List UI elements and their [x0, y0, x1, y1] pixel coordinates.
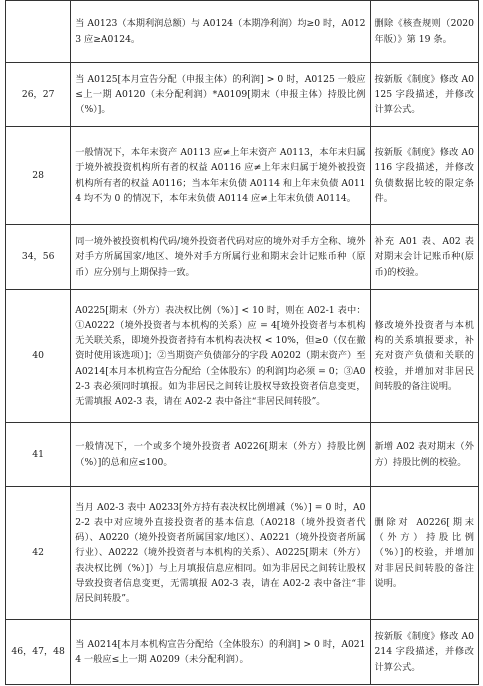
- table-row: [6, 290, 479, 423]
- table-row: [6, 127, 479, 225]
- row-number-cell: 46，47，48: [6, 620, 71, 685]
- rule-cell: 当月 A02-3 表中 A0233[外方持有表决权比例增减（%）] = 0 时，A02-2 表中对应境外直接投资者的基本信息（A0218（境外投资者代码）、A0220（境外投资者所属国家/地区）、A0221（境外投资者所属行业）、A0222（境外投资者与本机构的关系）、A0225[期末（外方）表决权比例（%）]）与上月填报信息应相同。如为非居民之间转让股权导致投资者信息变更，无需填报 A02-3 表，请在 A02-2 表中备注“非居民间转股”。: [71, 487, 370, 620]
- note-cell: 按新版《制度》修改 A0214 字段描述，并修改计算公式。: [370, 620, 478, 685]
- rule-cell: 当 A0125[本月宣告分配（申报主体）的利润] > 0 时，A0125 一般应≤上一期 A0120（未分配利润）*A0109[期末（申报主体）持股比例（%）]。: [71, 63, 370, 127]
- note-cell: 补充 A01 表、A02 表对期末会计记账币种(原币)的校验。: [370, 225, 478, 290]
- table-row: [6, 620, 479, 685]
- note-cell: 按新版《制度》修改 A0125 字段描述，并修改计算公式。: [370, 63, 478, 127]
- row-number-cell: 26，27: [6, 63, 71, 127]
- table-row: [6, 487, 479, 620]
- note-cell: 删除对 A0226[期末（外方）持股比例（%）]的校验，并增加对非居民间转股的备注说明。: [370, 487, 478, 620]
- rules-table: [5, 0, 479, 685]
- note-cell: 按新版《制度》修改 A0116 字段描述，并修改负债数据比较的限定条件。: [370, 127, 478, 225]
- row-number-cell: 41: [6, 423, 71, 487]
- rule-cell: 当 A0123（本期利润总额）与 A0124（本期净利润）均≥0 时，A0123 应≥A0124。: [71, 1, 370, 63]
- row-number-cell: 40: [6, 290, 71, 423]
- note-cell: 删除《核查规则（2020 年版）》第 19 条。: [370, 1, 478, 63]
- table-row: [6, 225, 479, 290]
- note-cell: 新增 A02 表对期末（外方）持股比例的校验。: [370, 423, 478, 487]
- row-number-cell: 28: [6, 127, 71, 225]
- row-number-cell: 42: [6, 487, 71, 620]
- rule-cell: 一般情况下，一个或多个境外投资者 A0226[期末（外方）持股比例（%）]的总和应≤100。: [71, 423, 370, 487]
- row-number-cell: [6, 1, 71, 63]
- table-row: [6, 1, 479, 63]
- rule-cell: A0225[期末（外方）表决权比例（%）] < 10 时，则在 A02-1 表中：①A0222（境外投资者与本机构的关系）应 = 4[境外投资者与本机构无关联关系，即境外投资者持有本机构表决权 < 10%，但≥0（仅在撤资时使用该选项）]；②当期资产负债部分的字段 A0202（期末资产）至 A0214[本月本机构宣告分配给（全体股东）的利润]均必须 = 0；③A02-3 表必须同时填报。如为非居民之间转让股权导致投资者信息变更，无需填报 A02-3 表，请在 A02-2 表中备注“非居民间转股”。: [71, 290, 370, 423]
- rule-cell: 同一境外被投资机构代码/境外投资者代码对应的境外对手方全称、境外对手方所属国家/地区、境外对手方所属行业和期末会计记账币种（原币）应分别与上期保持一致。: [71, 225, 370, 290]
- table-row: [6, 63, 479, 127]
- table-row: [6, 423, 479, 487]
- row-number-cell: 34，56: [6, 225, 71, 290]
- note-cell: 修改境外投资者与本机构的关系填报要求，补充对资产负债和关联的校验，并增加对非居民间转股的备注说明。: [370, 290, 478, 423]
- rule-cell: 一般情况下，本年末资产 A0113 应≠上年末资产 A0113，本年末归属于境外被投资机构所有者的权益 A0116 应≠上年末归属于境外被投资机构所有者的权益 A0116；当本年末负债 A0114 和上年末负债 A0114 均不为 0 的情况下，本年末负债 A0114 应≠上年末负债 A0114。: [71, 127, 370, 225]
- rule-cell: 当 A0214[本月本机构宣告分配给（全体股东）的利润] > 0 时，A0214 一般应≤上一期 A0209（未分配利润）。: [71, 620, 370, 685]
